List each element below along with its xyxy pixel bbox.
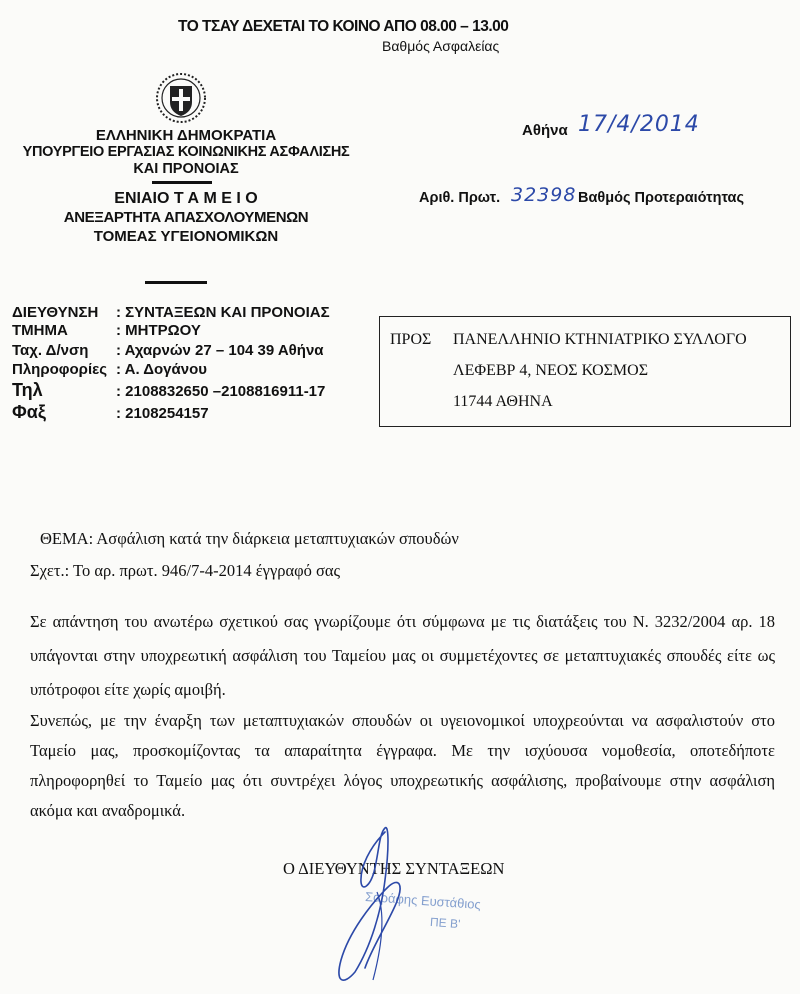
header-ministry: ΥΠΟΥΡΓΕΙΟ ΕΡΓΑΣΙΑΣ ΚΟΙΝΩΝΙΚΗΣ ΑΣΦΑΛΙΣΗΣ [22,144,350,160]
detail-label-fax: Φαξ [12,402,46,422]
header-welfare: ΚΑΙ ΠΡΟΝΟΙΑΣ [133,161,239,177]
detail-label-directorate: ΔΙΕΥΘΥΝΣΗ [12,304,99,321]
recipient-name: ΠΑΝΕΛΛΗΝΙΟ ΚΤΗΝΙΑΤΡΙΚΟ ΣΥΛΛΟΓΟ [453,331,747,348]
protocol-label: Αριθ. Πρωτ. [419,190,501,206]
body-line-6: πληροφορηθεί το Ταμείο μας ότι συντρέχει λόγος υποχρεωτικής ασφάλισης, προβαίνουμε στην ασφάλιση [30,771,775,790]
detail-value-address: : Αχαρνών 27 – 104 39 Αθήνα [116,342,324,359]
detail-value-fax: : 2108254157 [116,405,209,422]
header-republic: ΕΛΛΗΝΙΚΗ ΔΗΜΟΚΡΑΤΙΑ [95,127,277,144]
reference-line: Σχετ.: Το αρ. πρωτ. 946/7-4-2014 έγγραφό σας [30,561,341,580]
recipient-to-label: ΠΡΟΣ [390,331,432,348]
detail-label-department: ΤΜΗΜΑ [12,322,68,339]
body-line-2: υπάγονται στην υποχρεωτική ασφάλιση του Ταμείου μας οι συμμετέχοντες σε μεταπτυχιακές σπουδές είτε ως [30,646,775,665]
detail-value-information: : Α. Δογάνου [116,361,207,378]
priority-label: Βαθμός Προτεραιότητας [578,190,744,206]
stamp-name: Σαράφης Ευστάθιος [364,888,482,913]
fund-name: ΕΝΙΑΙΟ Τ Α Μ Ε Ι Ο [114,190,258,207]
date-handwritten: 17/4/2014 [578,112,700,137]
fund-sector: ΤΟΜΕΑΣ ΥΓΕΙΟΝΟΜΙΚΩΝ [93,228,279,245]
date-label: Αθήνα [522,122,568,139]
body-line-1: Σε απάντηση του ανωτέρω σχετικού σας γνωρίζουμε ότι σύμφωνα με τις διατάξεις του Ν. 3232/2004 αρ. 18 [30,612,775,631]
body-line-3: υπότροφοι είτε χωρίς αμοιβή. [30,680,226,699]
recipient-city: 11744 ΑΘΗΝΑ [453,393,553,410]
protocol-number-handwritten: 32398 [511,184,577,206]
handwritten-signature [325,822,435,989]
office-hours-notice: ΤΟ ΤΣΑΥ ΔΕΧΕΤΑΙ ΤΟ ΚΟΙΝΟ ΑΠΟ 08.00 – 13.00 [178,18,509,35]
signature-title: Ο ΔΙΕΥΘΥΝΤΗΣ ΣΥΝΤΑΞΕΩΝ [283,859,505,878]
detail-label-address: Ταχ. Δ/νση [12,342,89,359]
fund-divider [145,281,207,284]
security-grade-label: Βαθμός Ασφαλείας [382,38,500,54]
detail-label-information: Πληροφορίες [12,361,108,378]
subject-line: ΘΕΜΑ: Ασφάλιση κατά την διάρκεια μεταπτυχιακών σπουδών [40,529,459,548]
detail-value-directorate: : ΣΥΝΤΑΞΕΩΝ ΚΑΙ ΠΡΟΝΟΙΑΣ [116,304,330,321]
body-line-7: ακόμα και αναδρομικά. [30,801,186,820]
body-line-5: Ταμείο μας, προσκομίζοντας τα απαραίτητα έγγραφα. Με την ισχύουσα νομοθεσία, οποτεδήποτε [30,741,775,760]
detail-value-department: : ΜΗΤΡΩΟΥ [116,322,201,339]
fund-subtitle: ΑΝΕΞΑΡΤΗΤΑ ΑΠΑΣΧΟΛΟΥΜΕΝΩΝ [63,209,309,226]
stamp-grade: ΠΕ Β' [429,914,461,932]
detail-value-phone: : 2108832650 –2108816911-17 [116,383,326,400]
detail-label-phone: Τηλ [12,380,43,400]
body-line-4: Συνεπώς, με την έναρξη των μεταπτυχιακών σπουδών οι υγειονομικοί υποχρεούνται να ασφαλιστούν στο [30,711,775,730]
recipient-street: ΛΕΦΕΒΡ 4, ΝΕΟΣ ΚΟΣΜΟΣ [453,362,649,379]
coat-of-arms-emblem [155,72,207,124]
header-divider [152,181,212,184]
